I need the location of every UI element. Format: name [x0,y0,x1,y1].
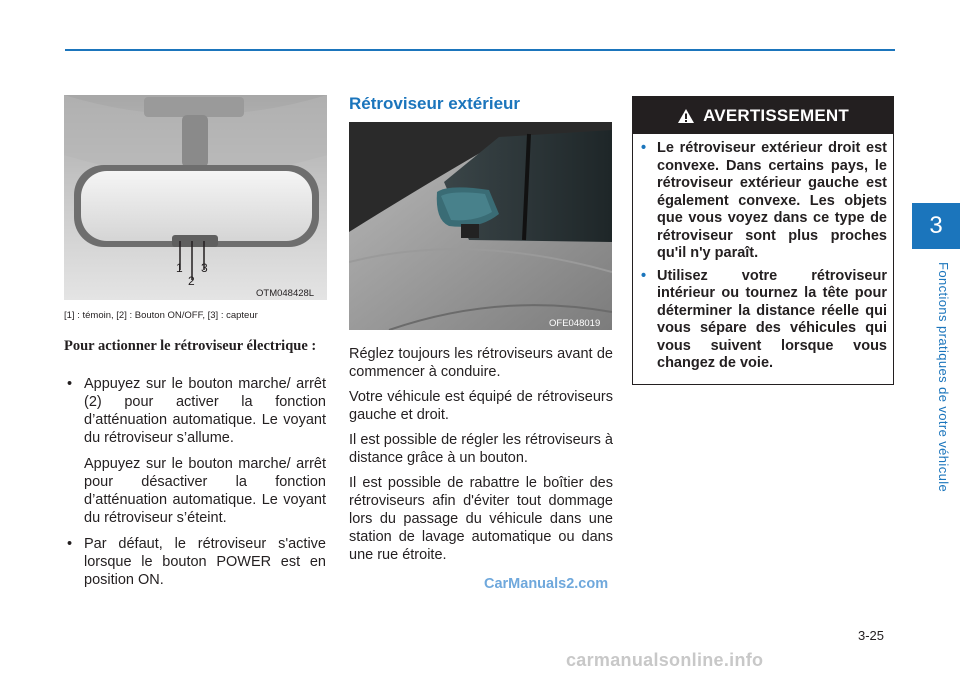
warning-box [632,96,894,385]
section-title: Rétroviseur extérieur [349,94,521,113]
chapter-tab: 3 [912,203,960,249]
callout-2: 2 [188,274,195,288]
figure-code-mirror: OTM048428L [256,288,315,299]
figure-caption: [1] : témoin, [2] : Bouton ON/OFF, [3] : capteur [64,310,258,321]
warning-item: • Le rétroviseur extérieur droit est convexe. Dans certains pays, le rétroviseur extérieur gauche est également convexe. Les objets que vous voyez dans ce type de rétroviseur sont plus proches qu'il n'y paraît. [641,140,887,263]
exterior-mirror-photo [349,122,612,330]
warning-list [641,140,887,378]
list-item: • Appuyez sur le bouton marche/ arrêt (2) pour activer la fonction d’atténuation automatique. Le voyant du rétroviseur s’allume. [64,375,326,447]
watermark-footer: carmanualsonline.info [566,650,764,670]
callout-3: 3 [201,261,208,275]
warning-title: AVERTISSEMENT [703,105,849,125]
paragraph: Votre véhicule est équipé de rétroviseurs gauche et droit. [349,389,613,423]
figure-code-car: OFE048019 [549,318,601,329]
callout-1: 1 [176,261,183,275]
subheading: Pour actionner le rétroviseur électrique : [64,338,317,354]
instruction-list [64,375,326,597]
warning-item: • Utilisez votre rétroviseur intérieur ou tournez la tête pour déterminer la distance réelle qui vous sépare des véhicules qui vous suivent lorsque vous changez de voie. [641,268,887,373]
page-number: 3-25 [858,628,885,643]
watermark-link[interactable]: CarManuals2.com [484,576,609,592]
exterior-mirror-text [349,345,613,571]
interior-mirror-photo [64,95,327,300]
paragraph: Il est possible de régler les rétroviseurs à distance grâce à un bouton. [349,432,613,466]
paragraph: Il est possible de rabattre le boîtier des rétroviseurs afin d'éviter tout dommage lors du passage du véhicule dans une station de lavage automatique ou dans une rue étroite. [349,475,613,563]
chapter-title: Fonctions pratiques de votre véhicule [936,262,951,493]
list-item-continuation: Appuyez sur le bouton marche/ arrêt pour désactiver la fonction d’atténuation automatique. Le voyant du rétroviseur s’éteint. [84,456,326,526]
warning-header [633,97,893,134]
list-item: • Par défaut, le rétroviseur s'active lorsque le bouton POWER est en position ON. [64,535,326,589]
paragraph: Réglez toujours les rétroviseurs avant de commencer à conduire. [349,346,613,380]
warning-triangle-icon [677,108,695,124]
header-rule [65,49,895,51]
